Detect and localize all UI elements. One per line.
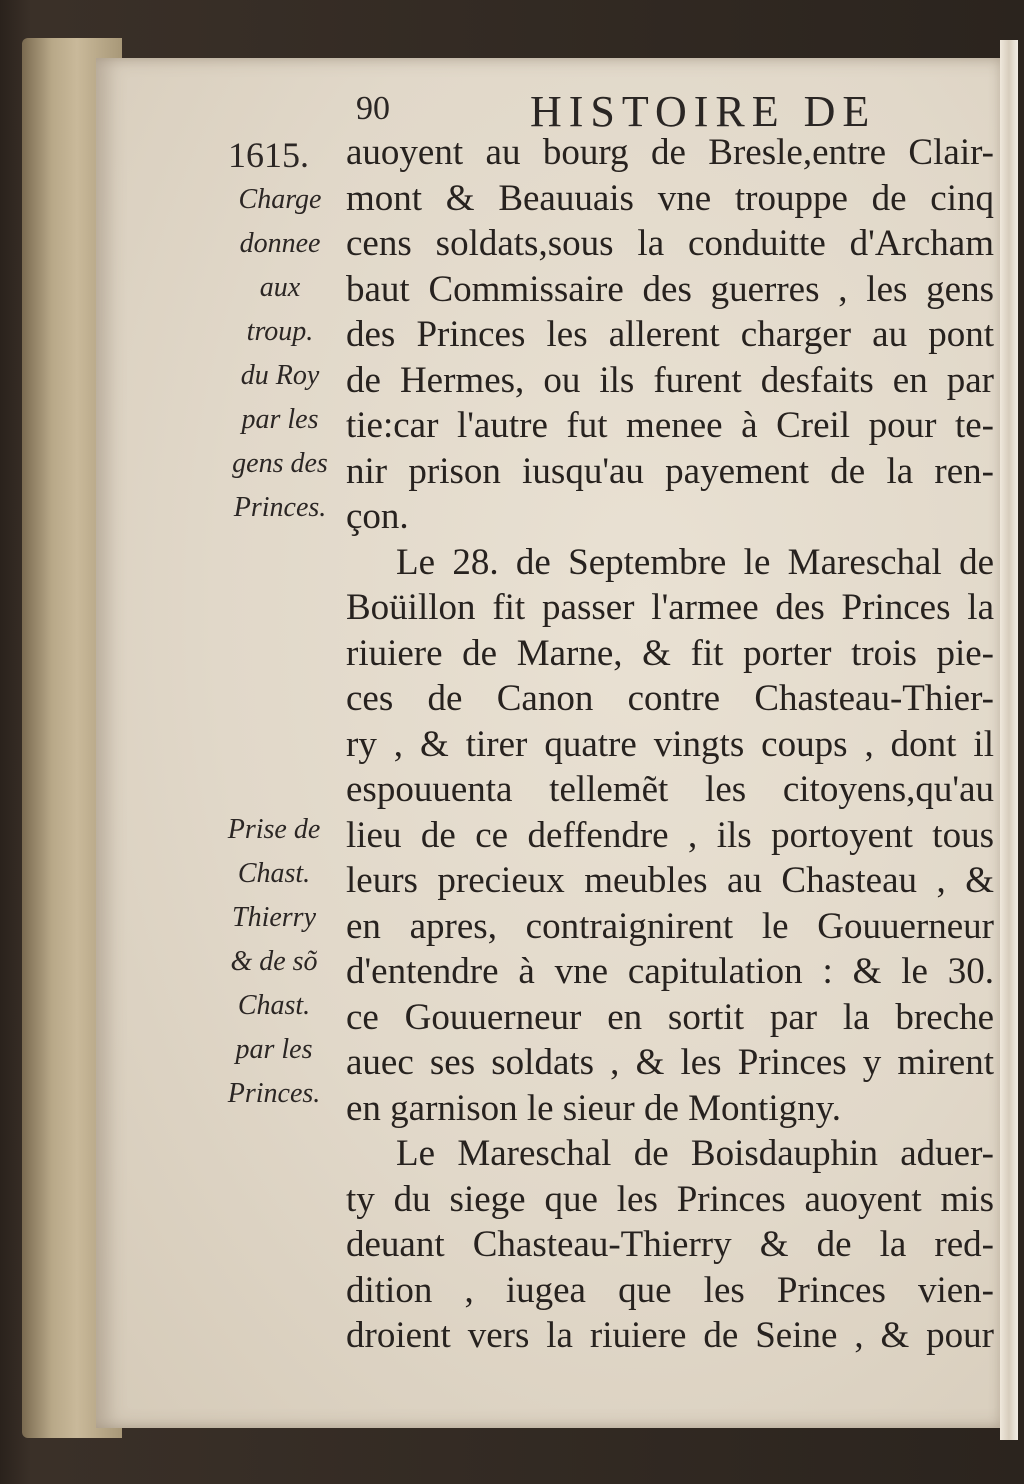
text-line: de Hermes, ou ils furent desfaits en par xyxy=(346,359,994,401)
text-line: espouuenta tellemẽt les citoyens,qu'au xyxy=(346,769,994,810)
margin-year: 1615. xyxy=(228,135,309,175)
margin-note-line: aux xyxy=(259,272,301,303)
margin-note-charge xyxy=(220,178,340,530)
margin-note-line: Princes. xyxy=(233,492,327,523)
margin-note-line: & de sõ xyxy=(230,946,318,977)
text-line: d'entendre à vne capitulation : & le 30. xyxy=(346,951,994,992)
margin-note-line: Thierry xyxy=(232,902,316,933)
margin-note-line: Charge xyxy=(238,184,322,215)
margin-note-line: par les xyxy=(235,1034,313,1065)
text-line: Boüillon fit passer l'armee des Princes la xyxy=(346,587,994,628)
text-line: ty du siege que les Princes auoyent mis xyxy=(346,1178,994,1220)
text-line: baut Commissaire des guerres , les gens xyxy=(346,268,994,310)
running-title: HISTOIRE DE xyxy=(530,87,877,136)
text-line: cens soldats,sous la conduitte d'Archam xyxy=(346,223,994,264)
margin-note-line: donnee xyxy=(239,228,321,259)
text-line: droient vers la riuiere de Seine , & pour xyxy=(346,1315,994,1356)
text-line: ces de Canon contre Chasteau-Thier- xyxy=(346,678,994,719)
margin-note-prise xyxy=(214,808,334,1116)
running-head xyxy=(350,86,990,136)
margin-note-line: du Roy xyxy=(240,360,320,391)
page-number: 90 xyxy=(356,90,390,127)
text-line: mont & Beauuais vne trouppe de cinq xyxy=(346,177,994,219)
text-line: riuiere de Marne, & fit porter trois pie- xyxy=(346,632,994,674)
text-line: ce Gouuerneur en sortit par la breche xyxy=(346,996,994,1038)
margin-note-line: Chast. xyxy=(237,858,311,889)
text-line: Le Mareschal de Boisdauphin aduer- xyxy=(396,1133,994,1174)
margin-note-line: Chast. xyxy=(237,990,311,1021)
body-text xyxy=(346,130,994,1359)
text-line: deuant Chasteau-Thierry & de la red- xyxy=(346,1224,994,1265)
text-line: ry , & tirer quatre vingts coups , dont il xyxy=(346,723,994,765)
text-line: Le 28. de Septembre le Mareschal de xyxy=(396,541,994,583)
margin-note-line: Prise de xyxy=(227,814,321,845)
text-line: lieu de ce deffendre , ils portoyent tous xyxy=(346,814,994,856)
margin-note-line: par les xyxy=(241,404,319,435)
margin-note-line: gens des xyxy=(232,448,328,479)
text-line: en garnison le sieur de Montigny. xyxy=(346,1087,841,1129)
text-line: en apres, contraignirent le Gouuerneur xyxy=(346,905,994,947)
text-line: auoyent au bourg de Bresle,entre Clair- xyxy=(346,132,994,173)
text-line: dition , iugea que les Princes vien- xyxy=(346,1269,994,1311)
text-line: nir prison iusqu'au payement de la ren- xyxy=(346,450,994,492)
text-line: çon. xyxy=(346,496,409,537)
text-line: tie:car l'autre fut menee à Creil pour te- xyxy=(346,405,994,446)
next-page-edge xyxy=(1000,40,1018,1440)
margin-note-line: Princes. xyxy=(227,1078,321,1109)
text-line: des Princes les allerent charger au pont xyxy=(346,314,994,355)
text-line: auec ses soldats , & les Princes y mirent xyxy=(346,1042,994,1083)
text-line: leurs precieux meubles au Chasteau , & xyxy=(346,860,994,901)
margin-note-line: troup. xyxy=(246,316,314,347)
